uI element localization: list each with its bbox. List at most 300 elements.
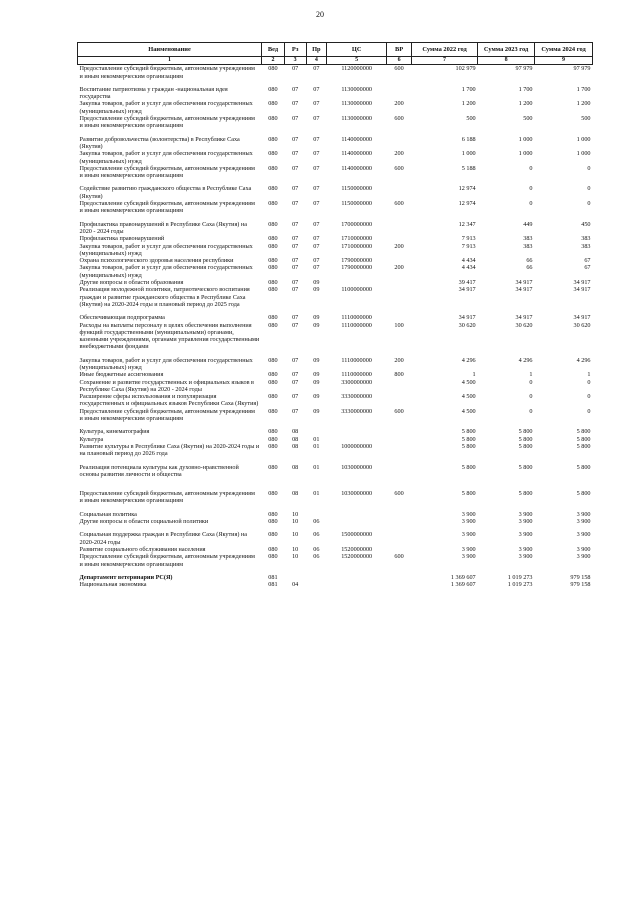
row-vr — [387, 393, 412, 408]
row-sum-2024: 1 700 — [576, 85, 591, 93]
row-vr — [387, 518, 412, 525]
table-row — [78, 86, 593, 101]
row-ved: 080 — [268, 314, 278, 322]
row-sum-2023: 0 — [529, 200, 533, 208]
row-name: Закупка товаров, работ и услуг для обеспечения государственных (муниципальных) нужд — [79, 150, 253, 165]
row-name: Расходы на выплаты персоналу в целях обеспечения выполнения функций государственными (муниципальными) органами, казенными учреждениями, органами управления государственными внебюджетными фондами — [79, 321, 260, 351]
row-pr: 09 — [313, 407, 320, 415]
row-name: Предоставление субсидий бюджетным, автономным учреждениям и иным некоммерческим организациям — [79, 490, 255, 505]
row-vr — [387, 436, 412, 443]
table-row — [78, 200, 593, 215]
row-name: Охрана психологического здоровья населения республики — [79, 257, 234, 265]
table-row — [78, 165, 593, 180]
row-sum-2024: 4 296 — [576, 356, 591, 364]
row-sum-2023: 1 019 273 — [507, 581, 533, 589]
row-sum-2023: 383 — [523, 242, 533, 250]
page-number: 20 — [316, 10, 324, 19]
row-rz: 07 — [292, 257, 299, 265]
spacer-cell — [78, 478, 593, 490]
row-vr: 200 — [394, 100, 404, 108]
row-sum-2023: 1 019 273 — [507, 573, 533, 581]
row-sum-2022: 12 347 — [458, 220, 476, 228]
table-row — [78, 581, 593, 588]
row-cs: 1120000000 — [341, 65, 373, 73]
row-pr: 07 — [313, 115, 320, 123]
row-cs: 1110000000 — [341, 314, 372, 322]
row-cs: 1140000000 — [341, 164, 373, 172]
row-sum-2024: 34 917 — [573, 286, 591, 294]
row-cs: 1700000000 — [341, 220, 373, 228]
row-cs: 1130000000 — [341, 115, 373, 123]
table-row — [78, 279, 593, 286]
row-sum-2022: 1 — [472, 371, 476, 379]
row-pr: 07 — [313, 135, 320, 143]
row-sum-2023: 34 917 — [515, 279, 533, 287]
row-name: Предоставление субсидий бюджетным, автономным учреждениям и иным некоммерческим организациям — [79, 164, 255, 180]
row-sum-2024: 383 — [581, 235, 591, 243]
row-vr: 200 — [394, 356, 404, 364]
row-name: Реализация молодежной политики, патриотического воспитания граждан и развитие гражданского общества в Республике Саха (Якутия) на 2020-2024 годы и плановый период до 2025 года — [79, 286, 250, 308]
header-row — [78, 43, 593, 57]
column-number: 4 — [306, 57, 327, 65]
table-row — [78, 371, 593, 378]
row-sum-2022: 3 900 — [461, 518, 476, 526]
row-sum-2024: 3 900 — [576, 553, 591, 561]
row-vr — [387, 428, 412, 435]
row-ved: 080 — [268, 235, 278, 243]
row-name: Расширение сферы использования и популяризация государственных и официальных языков Республики Саха (Якутия) — [79, 393, 259, 408]
row-name: Иные бюджетные ассигнования — [79, 371, 164, 379]
table-row — [78, 286, 593, 308]
row-name: Социальная политика — [79, 510, 137, 518]
row-rz: 10 — [292, 518, 299, 526]
table-row — [78, 428, 593, 435]
row-vr: 600 — [394, 553, 404, 561]
row-sum-2022: 39 417 — [458, 279, 476, 287]
table-row — [78, 490, 593, 505]
row-sum-2023: 97 979 — [515, 65, 533, 73]
row-cs: 1030000000 — [341, 490, 373, 498]
row-sum-2022: 5 188 — [461, 164, 476, 172]
row-sum-2024: 3 900 — [576, 531, 591, 539]
row-ved: 080 — [268, 264, 278, 272]
row-cs: 1140000000 — [341, 135, 373, 143]
table-body — [78, 65, 593, 589]
row-vr: 600 — [394, 490, 404, 498]
row-vr — [387, 86, 412, 101]
row-sum-2023: 34 917 — [515, 286, 533, 294]
row-sum-2022: 34 917 — [458, 314, 476, 322]
row-ved: 080 — [268, 242, 278, 250]
table-row — [78, 436, 593, 443]
row-ved: 080 — [268, 428, 278, 436]
row-vr — [387, 464, 412, 479]
row-cs: 1790000000 — [341, 264, 373, 272]
row-ved: 080 — [268, 463, 278, 471]
row-name: Другие вопросы в области социальной политики — [79, 518, 209, 526]
row-pr: 07 — [313, 235, 320, 243]
table-row — [78, 150, 593, 165]
row-ved: 080 — [268, 65, 278, 73]
row-sum-2023: 0 — [529, 378, 533, 386]
row-vr — [387, 314, 412, 321]
row-pr: 07 — [313, 220, 320, 228]
row-ved: 080 — [268, 164, 278, 172]
row-cs: 1030000000 — [341, 463, 373, 471]
column-number: 2 — [262, 57, 285, 65]
table-row — [78, 322, 593, 351]
row-cs: 1710000000 — [341, 242, 373, 250]
row-rz: 07 — [292, 264, 299, 272]
column-number: 3 — [284, 57, 306, 65]
row-sum-2022: 1 369 607 — [450, 581, 476, 589]
row-sum-2023: 3 900 — [518, 531, 533, 539]
row-ved: 080 — [268, 100, 278, 108]
row-sum-2024: 97 979 — [573, 65, 591, 73]
row-sum-2022: 12 974 — [458, 185, 476, 193]
row-ved: 080 — [268, 531, 278, 539]
table-row — [78, 408, 593, 423]
row-name: Воспитание патриотизма у граждан -национальная идея государства — [79, 85, 228, 101]
row-vr: 600 — [394, 65, 404, 73]
table-row — [78, 115, 593, 130]
row-sum-2024: 0 — [587, 407, 591, 415]
row-name: Развитие социального обслуживания населения — [79, 545, 206, 553]
row-sum-2022: 3 900 — [461, 531, 476, 539]
row-cs: 1520000000 — [341, 553, 373, 561]
row-sum-2024: 979 158 — [570, 573, 591, 581]
row-sum-2023: 0 — [529, 407, 533, 415]
row-sum-2024: 979 158 — [570, 581, 591, 589]
row-vr — [387, 443, 412, 458]
header-pr: Пр — [306, 43, 327, 57]
row-cs — [327, 574, 387, 581]
row-sum-2022: 4 296 — [461, 356, 476, 364]
row-rz: 07 — [292, 135, 299, 143]
row-name: Предоставление субсидий бюджетным, автономным учреждениям и иным некоммерческим организациям — [79, 553, 255, 568]
row-name: Закупка товаров, работ и услуг для обеспечения государственных (муниципальных) нужд — [79, 100, 253, 115]
row-rz: 07 — [292, 85, 299, 93]
row-pr — [306, 574, 327, 581]
row-pr: 07 — [313, 85, 320, 93]
row-cs: 1790000000 — [341, 257, 373, 265]
row-sum-2024: 450 — [581, 220, 591, 228]
row-name: Сохранение и развитие государственных и официальных языков в Республике Саха (Якутия) на 2020 - 2024 годы — [79, 378, 254, 393]
row-sum-2022: 30 620 — [458, 321, 476, 329]
row-name: Национальная экономика — [79, 581, 147, 589]
row-sum-2023: 30 620 — [515, 321, 533, 329]
row-rz: 07 — [292, 242, 299, 250]
row-sum-2023: 3 900 — [518, 518, 533, 526]
row-cs: 1710000000 — [341, 235, 373, 243]
row-ved: 080 — [268, 510, 278, 518]
row-cs: 3330000000 — [341, 407, 373, 415]
row-pr — [306, 581, 327, 588]
row-pr: 01 — [313, 442, 320, 450]
row-name: Культура, кинематография — [79, 428, 150, 436]
row-pr: 07 — [313, 257, 320, 265]
row-cs: 1130000000 — [341, 100, 373, 108]
row-sum-2022: 1 369 607 — [450, 573, 476, 581]
column-number: 5 — [327, 57, 387, 65]
row-rz: 07 — [292, 220, 299, 228]
row-rz: 07 — [292, 356, 299, 364]
row-cs — [327, 511, 387, 518]
row-sum-2022: 6 188 — [461, 135, 476, 143]
row-rz: 07 — [292, 115, 299, 123]
row-pr: 06 — [313, 531, 320, 539]
row-rz: 10 — [292, 531, 299, 539]
row-name: Предоставление субсидий бюджетным, автономным учреждениям и иным некоммерческим организациям — [79, 407, 255, 423]
row-ved: 080 — [268, 257, 278, 265]
header-2024: Сумма 2024 год — [535, 43, 593, 57]
row-cs — [327, 436, 387, 443]
row-vr — [387, 511, 412, 518]
row-vr — [387, 136, 412, 151]
row-name: Реализация потенциала культуры как духовно-нравственной основы развития личности и общества — [79, 463, 239, 478]
row-vr — [387, 581, 412, 588]
row-vr — [387, 531, 412, 546]
row-pr: 06 — [313, 518, 320, 526]
row-ved: 081 — [268, 573, 278, 581]
row-cs: 1110000000 — [341, 321, 372, 329]
row-name: Обеспечивающая подпрограмма — [79, 314, 165, 322]
row-rz: 07 — [292, 393, 299, 401]
row-sum-2022: 1 000 — [461, 150, 476, 158]
row-sum-2022: 7 913 — [461, 242, 476, 250]
row-sum-2024: 383 — [581, 242, 591, 250]
row-vr: 600 — [394, 200, 404, 208]
column-number: 6 — [387, 57, 412, 65]
row-sum-2023: 3 900 — [518, 545, 533, 553]
row-ved: 081 — [268, 581, 278, 589]
row-rz: 07 — [292, 314, 299, 322]
table-row — [78, 574, 593, 581]
row-rz: 07 — [292, 279, 299, 287]
row-name: Развитие добровольчества (волонтерства) в Республике Саха (Якутия) — [79, 135, 240, 150]
row-cs: 3330000000 — [341, 393, 373, 401]
row-sum-2024: 500 — [581, 115, 591, 123]
row-ved: 080 — [268, 518, 278, 526]
row-ved: 080 — [268, 279, 278, 287]
row-rz: 08 — [292, 435, 299, 443]
row-sum-2023: 1 000 — [518, 150, 533, 158]
row-cs: 1100000000 — [341, 286, 373, 294]
row-sum-2022: 3 900 — [461, 545, 476, 553]
row-ved: 080 — [268, 115, 278, 123]
row-sum-2023: 5 800 — [518, 490, 533, 498]
row-ved: 080 — [268, 135, 278, 143]
row-pr: 06 — [313, 553, 320, 561]
row-sum-2022: 102 979 — [455, 65, 476, 73]
row-sum-2022: 3 900 — [461, 553, 476, 561]
row-rz: 07 — [292, 378, 299, 386]
row-sum-2024: 1 000 — [576, 150, 591, 158]
table-row — [78, 221, 593, 236]
row-sum-2022: 7 913 — [461, 235, 476, 243]
row-name: Департамент ветеринарии РС(Я) — [79, 573, 173, 581]
column-number: 8 — [478, 57, 535, 65]
row-sum-2022: 1 700 — [461, 85, 476, 93]
row-name: Закупка товаров, работ и услуг для обеспечения государственных (муниципальных) нужд — [79, 264, 253, 279]
row-vr — [387, 286, 412, 308]
row-rz: 04 — [292, 581, 299, 589]
row-pr: 01 — [313, 490, 320, 498]
row-sum-2024: 1 200 — [576, 100, 591, 108]
row-pr: 07 — [313, 242, 320, 250]
row-spacer — [78, 478, 593, 490]
row-vr — [387, 235, 412, 242]
row-vr — [387, 257, 412, 264]
row-sum-2023: 4 296 — [518, 356, 533, 364]
row-pr: 09 — [313, 321, 320, 329]
row-ved: 080 — [268, 378, 278, 386]
header-ved: Вед — [262, 43, 285, 57]
row-sum-2024: 3 900 — [576, 510, 591, 518]
row-vr: 800 — [394, 371, 404, 379]
row-rz: 08 — [292, 428, 299, 436]
row-vr: 200 — [394, 242, 404, 250]
row-rz: 07 — [292, 321, 299, 329]
row-rz: 08 — [292, 442, 299, 450]
row-pr: 07 — [313, 150, 320, 158]
row-name: Закупка товаров, работ и услуг для обеспечения государственных (муниципальных) нужд — [79, 242, 253, 257]
row-cs: 3300000000 — [341, 378, 373, 386]
row-pr: 09 — [313, 279, 320, 287]
row-sum-2022: 5 800 — [461, 428, 476, 436]
row-rz: 07 — [292, 235, 299, 243]
row-pr — [306, 428, 327, 435]
row-sum-2023: 5 800 — [518, 463, 533, 471]
row-sum-2023: 3 900 — [518, 553, 533, 561]
row-sum-2024: 3 900 — [576, 518, 591, 526]
row-sum-2022: 5 800 — [461, 463, 476, 471]
row-pr: 06 — [313, 545, 320, 553]
row-rz: 07 — [292, 286, 299, 294]
table-row — [78, 518, 593, 525]
column-number: 7 — [411, 57, 477, 65]
row-cs: 1140000000 — [341, 150, 373, 158]
row-rz: 07 — [292, 200, 299, 208]
row-pr: 09 — [313, 314, 320, 322]
row-vr — [387, 546, 412, 553]
row-cs: 1520000000 — [341, 545, 373, 553]
row-pr: 09 — [313, 356, 320, 364]
table-row — [78, 393, 593, 408]
column-number: 1 — [78, 57, 262, 65]
row-sum-2024: 5 800 — [576, 490, 591, 498]
row-sum-2022: 5 800 — [461, 442, 476, 450]
row-sum-2022: 4 434 — [461, 257, 476, 265]
row-cs — [327, 428, 387, 435]
table-row — [78, 235, 593, 242]
row-pr: 09 — [313, 286, 320, 294]
row-cs: 1500000000 — [341, 531, 373, 539]
table-row — [78, 257, 593, 264]
row-sum-2022: 4 434 — [461, 264, 476, 272]
table-row — [78, 100, 593, 115]
row-rz: 07 — [292, 407, 299, 415]
header-2023: Сумма 2023 год — [478, 43, 535, 57]
row-sum-2024: 0 — [587, 200, 591, 208]
row-name: Закупка товаров, работ и услуг для обеспечения государственных (муниципальных) нужд — [79, 356, 253, 371]
row-sum-2022: 5 800 — [461, 435, 476, 443]
row-ved: 080 — [268, 490, 278, 498]
row-name: Развитие культуры в Республике Саха (Якутия) на 2020-2024 годы и на плановый период до 2026 года — [79, 442, 260, 458]
row-sum-2022: 1 200 — [461, 100, 476, 108]
row-sum-2023: 66 — [526, 264, 533, 272]
row-rz: 07 — [292, 185, 299, 193]
row-sum-2024: 0 — [587, 164, 591, 172]
row-ved: 080 — [268, 545, 278, 553]
row-vr — [387, 185, 412, 200]
row-sum-2022: 4 500 — [461, 407, 476, 415]
table-row — [78, 65, 593, 80]
row-rz: 07 — [292, 164, 299, 172]
row-sum-2023: 1 — [529, 371, 533, 379]
row-sum-2024: 0 — [587, 393, 591, 401]
row-sum-2023: 3 900 — [518, 510, 533, 518]
row-vr — [387, 221, 412, 236]
row-pr: 01 — [313, 435, 320, 443]
table-row — [78, 185, 593, 200]
table-row — [78, 553, 593, 568]
row-pr: 07 — [313, 200, 320, 208]
row-rz — [284, 574, 306, 581]
row-pr: 07 — [313, 185, 320, 193]
row-pr: 01 — [313, 463, 320, 471]
row-sum-2024: 34 917 — [573, 314, 591, 322]
row-rz: 07 — [292, 65, 299, 73]
row-sum-2024: 5 800 — [576, 463, 591, 471]
header-2022: Сумма 2022 год — [411, 43, 477, 57]
row-name: Предоставление субсидий бюджетным, автономным учреждениям и иным некоммерческим организациям — [79, 115, 255, 130]
row-ved: 080 — [268, 185, 278, 193]
row-sum-2022: 12 974 — [458, 200, 476, 208]
row-vr: 600 — [394, 407, 404, 415]
row-ved: 080 — [268, 150, 278, 158]
row-sum-2023: 449 — [523, 220, 533, 228]
row-sum-2024: 67 — [584, 257, 591, 265]
row-ved: 080 — [268, 286, 278, 294]
row-sum-2023: 34 917 — [515, 314, 533, 322]
row-ved: 080 — [268, 553, 278, 561]
row-vr — [387, 279, 412, 286]
row-vr — [387, 379, 412, 394]
row-cs: 1110000000 — [341, 371, 372, 379]
row-name: Другие вопросы в области образования — [79, 279, 184, 287]
row-sum-2023: 5 800 — [518, 435, 533, 443]
row-pr: 09 — [313, 393, 320, 401]
row-name: Профилактика правонарушений — [79, 235, 165, 243]
row-sum-2022: 4 500 — [461, 378, 476, 386]
budget-table — [77, 42, 593, 588]
row-name: Предоставление субсидий бюджетным, автономным учреждениям и иным некоммерческим организациям — [79, 200, 255, 215]
table-row — [78, 443, 593, 458]
row-sum-2024: 5 800 — [576, 428, 591, 436]
row-cs: 1110000000 — [341, 356, 372, 364]
row-rz: 10 — [292, 553, 299, 561]
row-cs: 1150000000 — [341, 200, 373, 208]
row-sum-2023: 0 — [529, 393, 533, 401]
table-row — [78, 546, 593, 553]
row-rz: 10 — [292, 545, 299, 553]
table-row — [78, 531, 593, 546]
row-sum-2023: 1 200 — [518, 100, 533, 108]
row-ved: 080 — [268, 200, 278, 208]
row-sum-2023: 66 — [526, 257, 533, 265]
row-rz: 08 — [292, 490, 299, 498]
